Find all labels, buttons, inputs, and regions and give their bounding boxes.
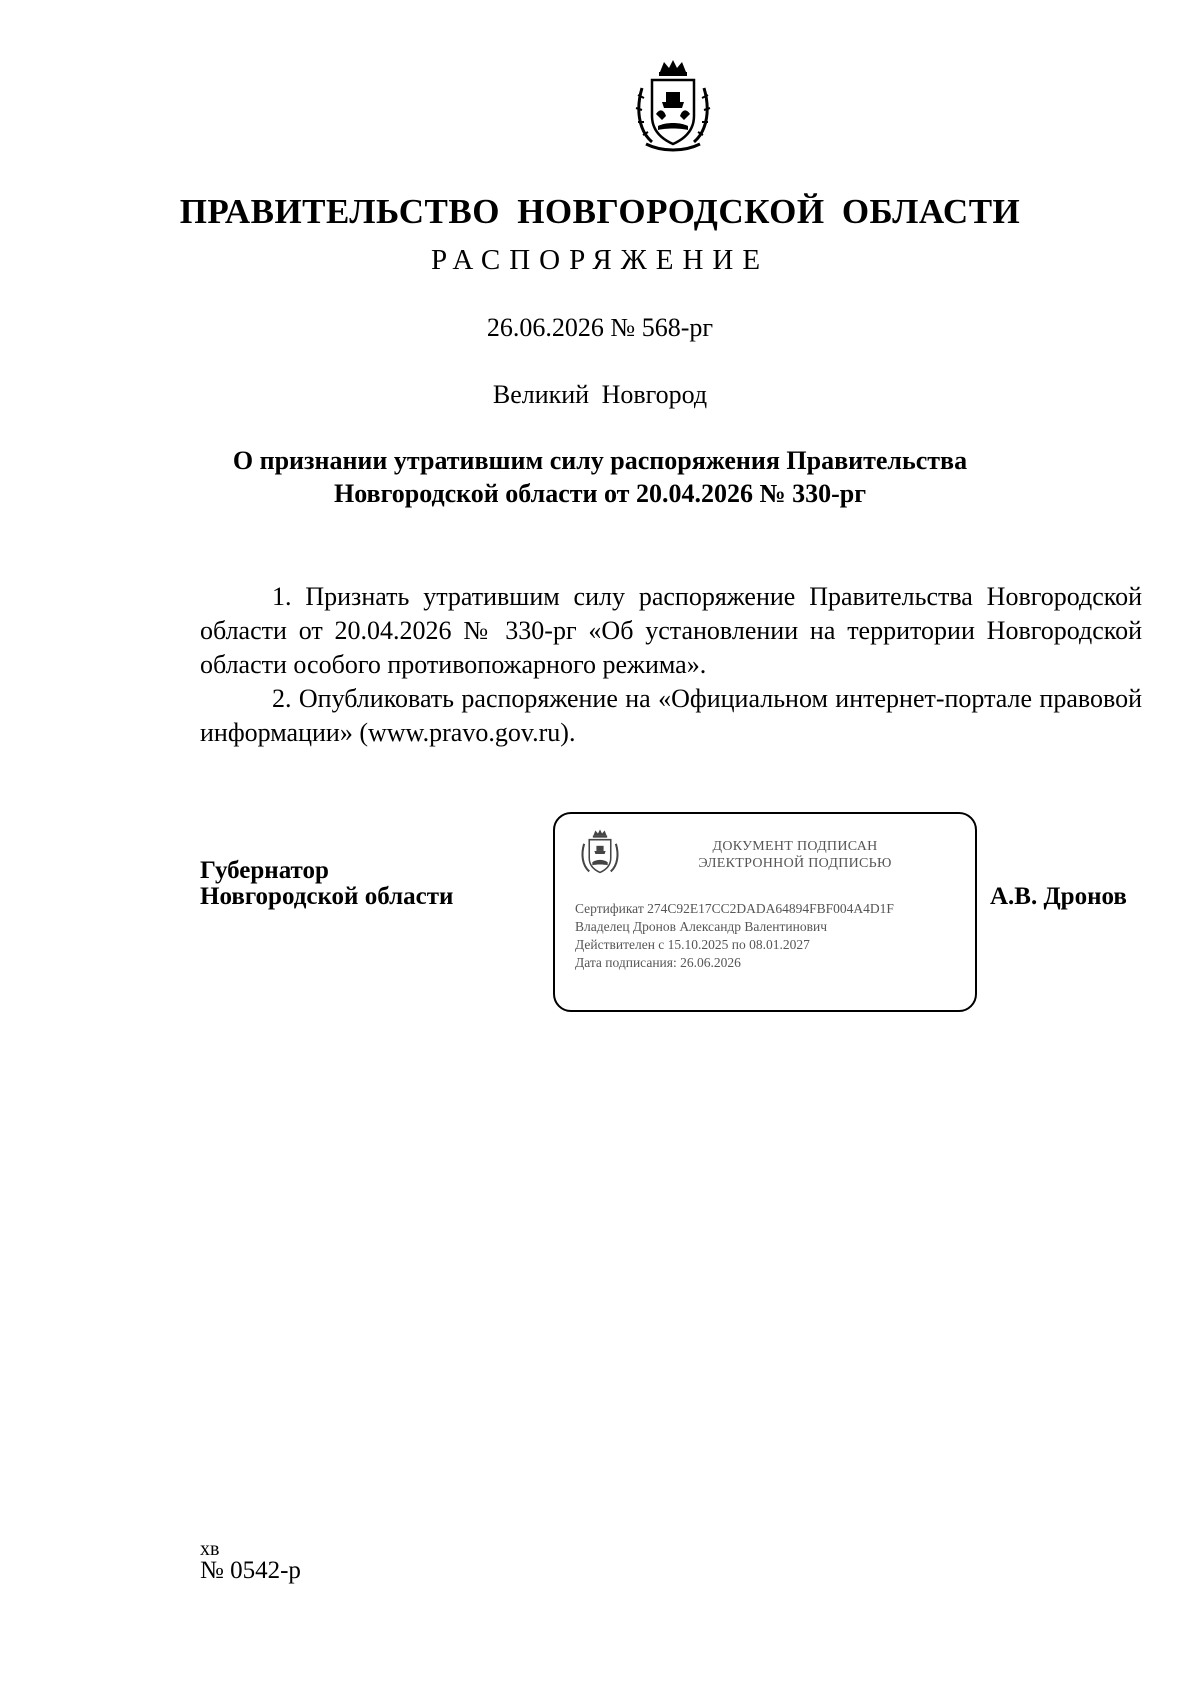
executor-mark: хв — [200, 1538, 220, 1560]
subject-line-1: О признании утратившим силу распоряжения Правительства — [232, 446, 968, 475]
subject-line-2: Новгородской области от 20.04.2026 № 330-рг — [333, 479, 866, 508]
stamp-header — [635, 838, 955, 872]
document-type: РАСПОРЯЖЕНИЕ — [430, 244, 770, 276]
signatory-name: А.В. Дронов — [990, 883, 1127, 910]
stamp-signed-date: Дата подписания: 26.06.2026 — [575, 955, 741, 970]
government-title: ПРАВИТЕЛЬСТВО НОВГОРОДСКОЙ ОБЛАСТИ — [179, 192, 1021, 231]
signatory-position — [200, 858, 453, 910]
body-item-2: 2. Опубликовать распоряжение на «Официальном интернет-портале правовой информации» (www.pravo.gov.ru). — [200, 684, 1142, 747]
signatory-position-line-2: Новгородской области — [200, 883, 454, 910]
stamp-header-line-1: ДОКУМЕНТ ПОДПИСАН — [712, 839, 878, 854]
document-date-number: 26.06.2026 № 568-рг — [486, 313, 714, 342]
stamp-header-line-2: ЭЛЕКТРОННОЙ ПОДПИСЬЮ — [698, 856, 892, 871]
signatory-position-line-1: Губернатор — [200, 857, 329, 884]
stamp-certificate: Сертификат 274C92E17CC2DADA64894FBF004A4D1F — [575, 901, 894, 916]
stamp-validity: Действителен с 15.10.2025 по 08.01.2027 — [575, 937, 810, 952]
novgorod-coat-of-arms-icon — [632, 58, 714, 154]
stamp-details — [575, 900, 894, 972]
novgorod-coat-of-arms-icon — [579, 828, 621, 878]
document-subject — [0, 444, 1200, 510]
stamp-owner: Владелец Дронов Александр Валентинович — [575, 919, 827, 934]
registration-number: № 0542-р — [200, 1557, 301, 1584]
body-item-1: 1. Признать утратившим силу распоряжение Правительства Новгородской области от 20.04.2026 № 330-рг «Об установлении на территории Новгородской области особого противопожарного режима». — [200, 582, 1142, 679]
document-body — [200, 580, 1142, 750]
document-city: Великий Новгород — [492, 380, 708, 409]
document-footer — [200, 1540, 301, 1583]
electronic-signature-stamp — [553, 812, 977, 1012]
